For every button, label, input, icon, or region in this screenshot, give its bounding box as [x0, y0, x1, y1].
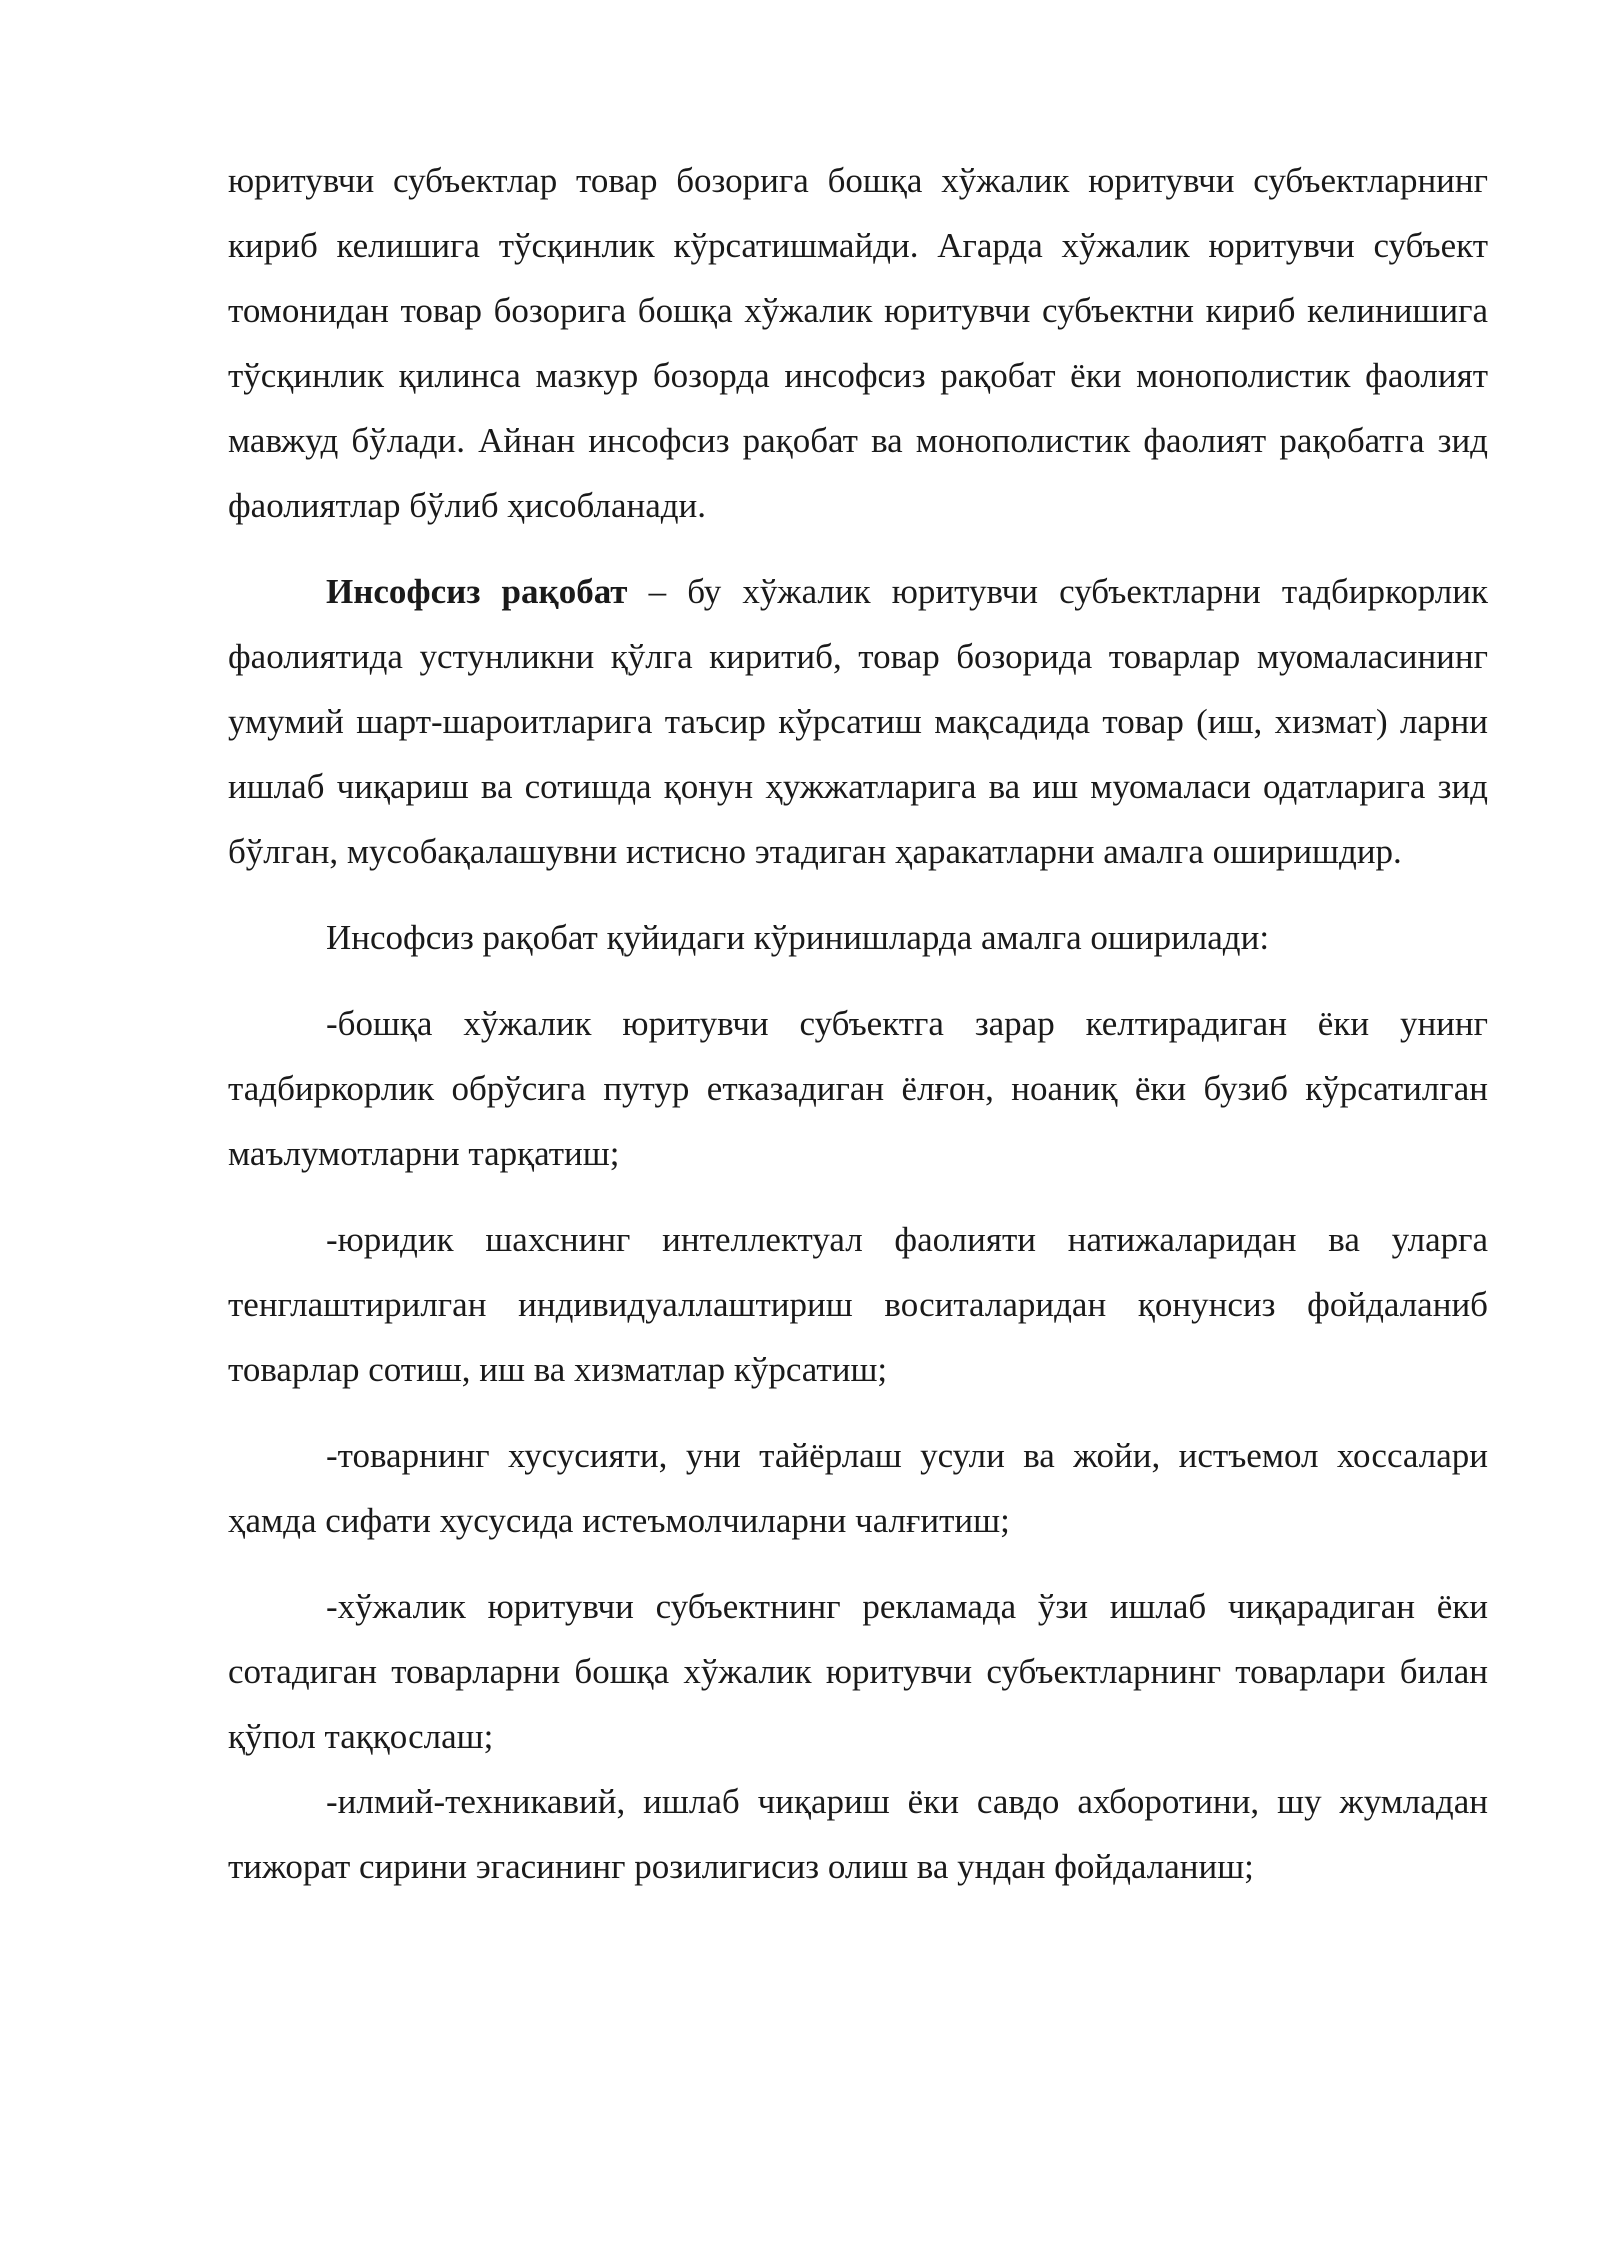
- document-page: [228, 148, 1488, 1899]
- definition-term: Инсофсиз рақобат: [326, 572, 628, 611]
- list-item-ip-misuse: -юридик шахснинг интеллектуал фаолияти натижаларидан ва уларга тенглаштирилган индивидуаллаштириш воситаларидан қонунсиз фойдаланиб товарлар сотиш, иш ва хизматлар кўрсатиш;: [228, 1220, 1488, 1389]
- list-item-incorrect-comparison: -хўжалик юритувчи субъектнинг рекламада ўзи ишлаб чиқарадиган ёки сотадиган товарларни бошқа хўжалик юритувчи субъектларнинг товарлари билан қўпол таққослаш;: [228, 1587, 1488, 1756]
- paragraph-intro-continuation: юритувчи субъектлар товар бозорига бошқа хўжалик юритувчи субъектларнинг кириб келишига тўсқинлик кўрсатишмайди. Агарда хўжалик юритувчи субъект томонидан товар бозорига бошқа хўжалик юритувчи субъектни кириб келинишига тўсқинлик қилинса мазкур бозорда инсофсиз рақобат ёки монополистик фаолият мавжуд бўлади. Айнан инсофсиз рақобат ва монополистик фаолият рақобатга зид фаолиятлар бўлиб ҳисобланади.: [228, 161, 1488, 525]
- definition-text: – бу хўжалик юритувчи субъектларни тадбиркорлик фаолиятида устунликни қўлга киритиб, товар бозорида товарлар муомаласининг умумий шарт-шароитларига таъсир кўрсатиш мақсадида товар (иш, хизмат) ларни ишлаб чиқариш ва сотишда қонун ҳужжатларига ва иш муомаласи одатларига зид бўлган, мусобақалашувни истисно этадиган ҳаракатларни амалга оширишдир.: [228, 572, 1488, 871]
- list-item-misleading-consumers: -товарнинг хусусияти, уни тайёрлаш усули ва жойи, истъемол хоссалари ҳамда сифати хусусида истеъмолчиларни чалғитиш;: [228, 1436, 1488, 1540]
- paragraph-definition: [228, 559, 1488, 884]
- list-item-false-information: -бошқа хўжалик юритувчи субъектга зарар келтирадиган ёки унинг тадбиркорлик обрўсига путур етказадиган ёлғон, ноаниқ ёки бузиб кўрсатилган маълумотларни тарқатиш;: [228, 1004, 1488, 1173]
- list-item-trade-secret: -илмий-техникавий, ишлаб чиқариш ёки савдо ахборотини, шу жумладан тижорат сирини эгасининг розилигисиз олиш ва ундан фойдаланиш;: [228, 1782, 1488, 1886]
- paragraph-list-intro: Инсофсиз рақобат қуйидаги кўринишларда амалга оширилади:: [326, 918, 1270, 957]
